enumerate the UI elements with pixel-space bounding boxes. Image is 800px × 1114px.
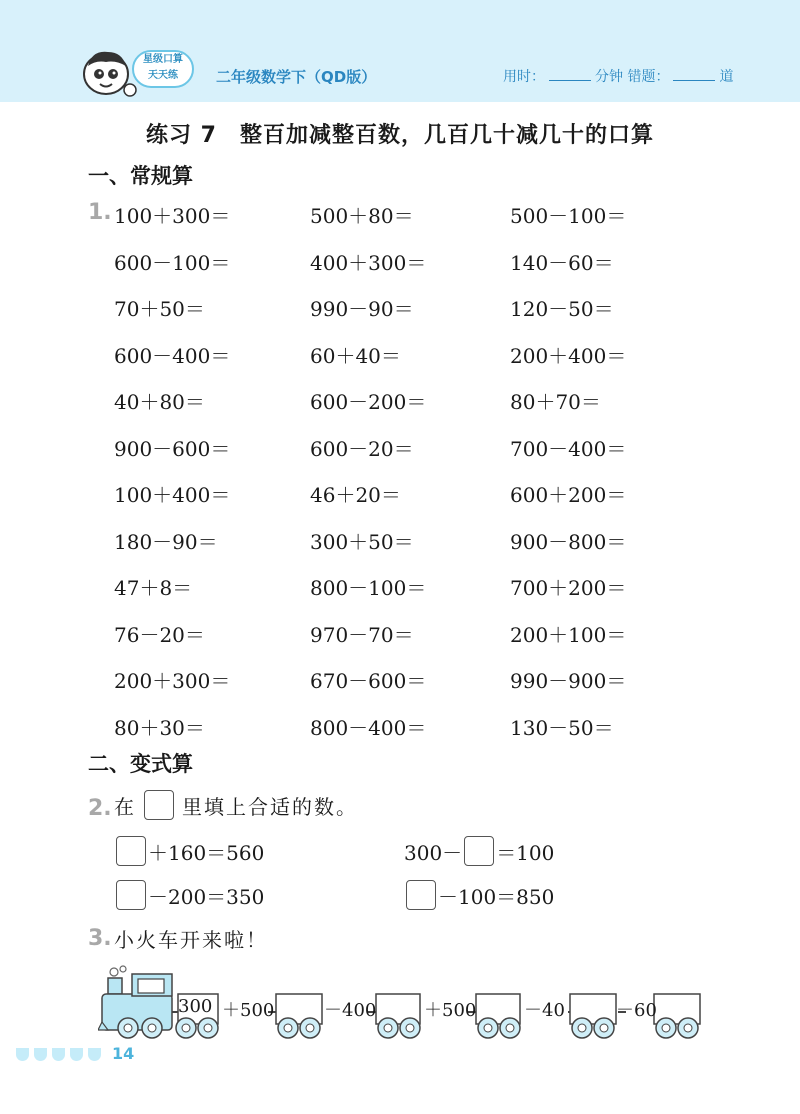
footer-dot	[16, 1048, 29, 1061]
fill-item-2	[404, 836, 554, 866]
problem-item: 600－200＝	[310, 390, 427, 414]
problem-item: 70＋50＝	[114, 297, 205, 321]
footer-dot	[70, 1048, 83, 1061]
fill-item-4	[404, 880, 554, 910]
answer-box[interactable]	[406, 880, 436, 910]
train-start-value: 300	[178, 996, 213, 1017]
problem-item: 500＋80＝	[310, 204, 414, 228]
problem-item: 76－20＝	[114, 622, 205, 647]
q2-text-before: 在	[114, 794, 136, 819]
series-logo	[132, 50, 194, 88]
problem-item: 990－90＝	[310, 297, 414, 321]
lesson-title: 练习 7 整百加减整百数，几百几十减几十的口算	[146, 123, 654, 148]
minute-label: 分钟	[595, 69, 623, 85]
problem-item: 800－100＝	[310, 576, 427, 600]
logo-line2: 天天练	[148, 70, 178, 81]
q1-number: 1.	[88, 200, 112, 225]
problem-item: 100＋400＝	[114, 483, 231, 507]
errors-label: 错题：	[627, 69, 670, 85]
problem-item: 400＋300＝	[310, 250, 427, 275]
train-op-4: －40	[524, 1000, 565, 1021]
problem-item: 700－400＝	[510, 436, 627, 461]
q2-number: 2.	[88, 796, 112, 821]
problem-item: 500－100＝	[510, 204, 627, 228]
fill-expression: －100＝850	[438, 884, 555, 909]
answer-box[interactable]	[116, 836, 146, 866]
q2-text-after: 里填上合适的数。	[182, 794, 358, 819]
count-unit: 道	[719, 69, 734, 85]
problem-item: 200＋400＝	[510, 343, 627, 368]
timer-record	[503, 66, 733, 86]
problem-item: 600－400＝	[114, 343, 231, 368]
problem-item: 130－50＝	[510, 715, 614, 740]
problem-item: 990－900＝	[510, 669, 627, 693]
fill-item-3	[114, 880, 264, 910]
problem-item: 140－60＝	[510, 250, 614, 275]
fill-item-1	[114, 836, 264, 866]
q2-instruction	[114, 790, 358, 820]
problem-item: 46＋20＝	[310, 483, 401, 507]
problem-item: 900－800＝	[510, 529, 627, 554]
problem-item: 600－20＝	[310, 436, 414, 461]
problem-item: 47＋8＝	[114, 576, 193, 600]
problem-item: 180－90＝	[114, 529, 218, 554]
problem-item: 200＋300＝	[114, 669, 231, 693]
page-number: 14	[112, 1044, 135, 1063]
train-op-1: ＋500	[222, 1000, 275, 1021]
book-title: 二年级数学下（QD版）	[216, 68, 377, 86]
problem-item: 100＋300＝	[114, 204, 231, 228]
problem-item: 700＋200＝	[510, 576, 627, 600]
problem-item: 670－600＝	[310, 669, 427, 693]
fill-expression: ＋160＝560	[148, 840, 265, 865]
time-label: 用时：	[503, 69, 545, 85]
problem-item: 40＋80＝	[114, 390, 205, 414]
problem-item: 80＋70＝	[510, 390, 601, 414]
answer-box[interactable]	[464, 836, 494, 866]
errors-blank[interactable]	[673, 68, 715, 81]
q3-instruction: 小火车开来啦！	[114, 928, 268, 952]
problem-item: 970－70＝	[310, 622, 414, 647]
problem-item: 200＋100＝	[510, 622, 627, 647]
train-op-5: －60	[616, 1000, 657, 1021]
section2-title: 二、变式算	[88, 752, 193, 776]
footer-dot	[88, 1048, 101, 1061]
train-op-3: ＋500	[424, 1000, 477, 1021]
problem-item: 300＋50＝	[310, 529, 414, 554]
fill-expression-before: 300－	[404, 840, 463, 865]
train-op-2: －400	[324, 1000, 377, 1021]
problem-item: 800－400＝	[310, 715, 427, 740]
fill-expression: －200＝350	[148, 884, 265, 909]
footer-dot	[34, 1048, 47, 1061]
time-blank[interactable]	[549, 68, 591, 81]
footer-dot	[52, 1048, 65, 1061]
problem-item: 120－50＝	[510, 297, 614, 321]
problem-item: 900－600＝	[114, 436, 231, 461]
problem-item: 600－100＝	[114, 250, 231, 275]
sample-answer-box	[144, 790, 174, 820]
problem-item: 600＋200＝	[510, 483, 627, 507]
problem-item: 60＋40＝	[310, 343, 401, 368]
logo-line1: 星级口算	[143, 54, 183, 65]
fill-expression: ＝100	[496, 840, 555, 865]
q3-number: 3.	[88, 926, 112, 951]
train-illustration	[98, 964, 708, 1044]
answer-box[interactable]	[116, 880, 146, 910]
problem-item: 80＋30＝	[114, 715, 205, 740]
section1-title: 一、常规算	[88, 164, 193, 188]
